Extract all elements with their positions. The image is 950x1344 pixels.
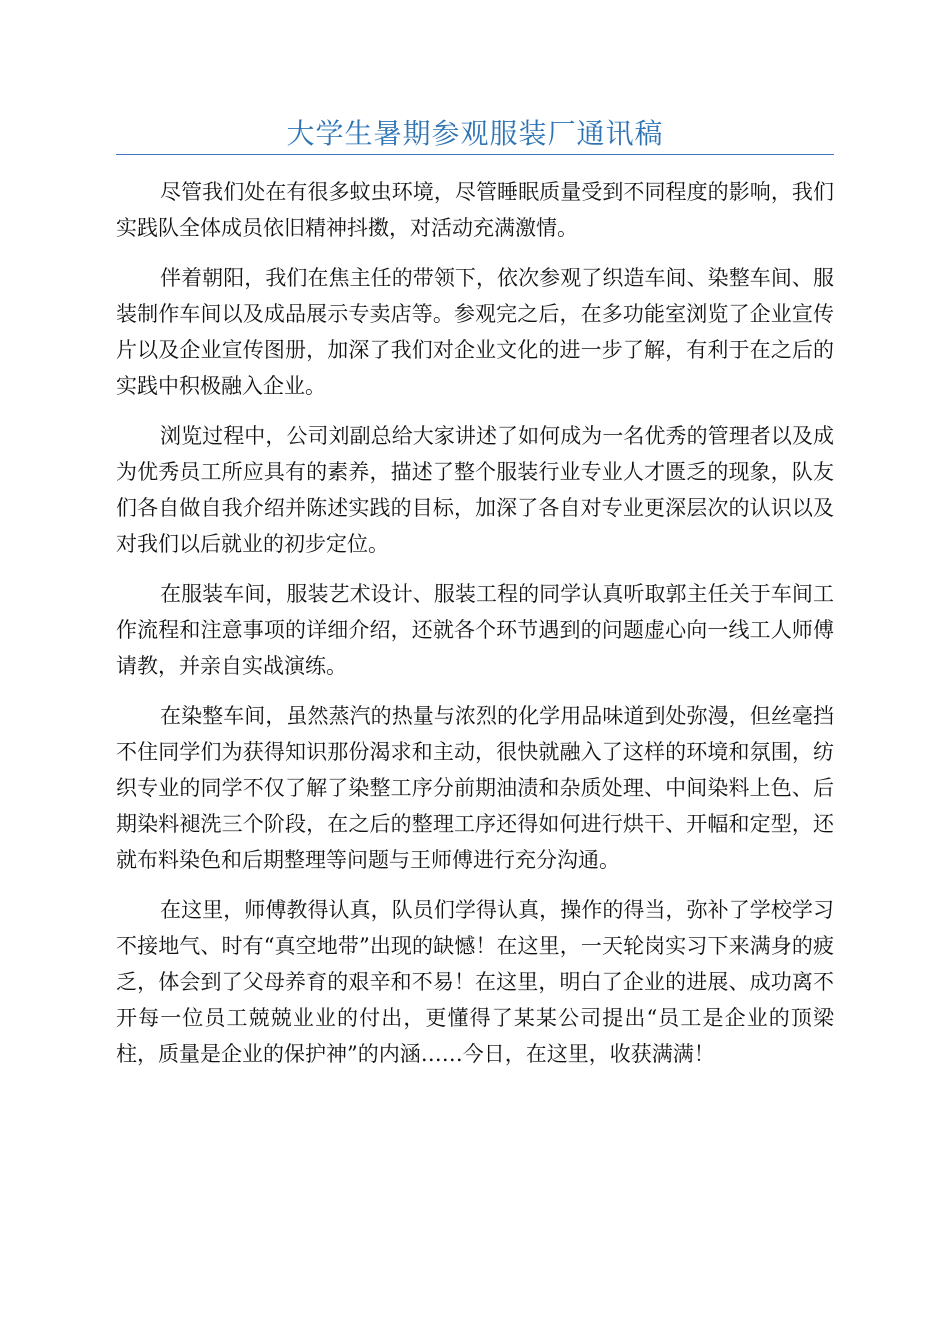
- paragraph-5: 在染整车间，虽然蒸汽的热量与浓烈的化学用品味道到处弥漫，但丝毫挡不住同学们为获得知识那份渴求和主动，很快就融入了这样的环境和氛围，纺织专业的同学不仅了解了染整工序分前期油渍和杂质处理、中间染料上色、后期染料褪洗三个阶段，在之后的整理工序还得如何进行烘干、开幅和定型，还就布料染色和后期整理等问题与王师傅进行充分沟通。: [116, 704, 834, 872]
- document-title: 大学生暑期参观服装厂通讯稿: [286, 117, 664, 150]
- title-underline: [116, 154, 834, 155]
- paragraph-2: 伴着朝阳，我们在焦主任的带领下，依次参观了织造车间、染整车间、服装制作车间以及成品展示专卖店等。参观完之后，在多功能室浏览了企业宣传片以及企业宣传图册，加深了我们对企业文化的进一步了解，有利于在之后的实践中积极融入企业。: [116, 266, 834, 398]
- paragraph-1: 尽管我们处在有很多蚊虫环境，尽管睡眠质量受到不同程度的影响，我们实践队全体成员依旧精神抖擞，对活动充满激情。: [116, 180, 834, 240]
- paragraph-3: 浏览过程中，公司刘副总给大家讲述了如何成为一名优秀的管理者以及成为优秀员工所应具有的素养，描述了整个服装行业专业人才匮乏的现象，队友们各自做自我介绍并陈述实践的目标，加深了各自对专业更深层次的认识以及对我们以后就业的初步定位。: [116, 424, 834, 556]
- paragraph-6: 在这里，师傅教得认真，队员们学得认真，操作的得当，弥补了学校学习不接地气、时有“真空地带”出现的缺憾！在这里，一天轮岗实习下来满身的疲乏，体会到了父母养育的艰辛和不易！在这里，明白了企业的进展、成功离不开每一位员工兢兢业业的付出，更懂得了某某公司提出“员工是企业的顶梁柱，质量是企业的保护神”的内涵……今日，在这里，收获满满！: [116, 898, 834, 1066]
- document-body: [116, 174, 834, 1086]
- paragraph-4: 在服装车间，服装艺术设计、服装工程的同学认真听取郭主任关于车间工作流程和注意事项的详细介绍，还就各个环节遇到的问题虚心向一线工人师傅请教，并亲自实战演练。: [116, 582, 834, 678]
